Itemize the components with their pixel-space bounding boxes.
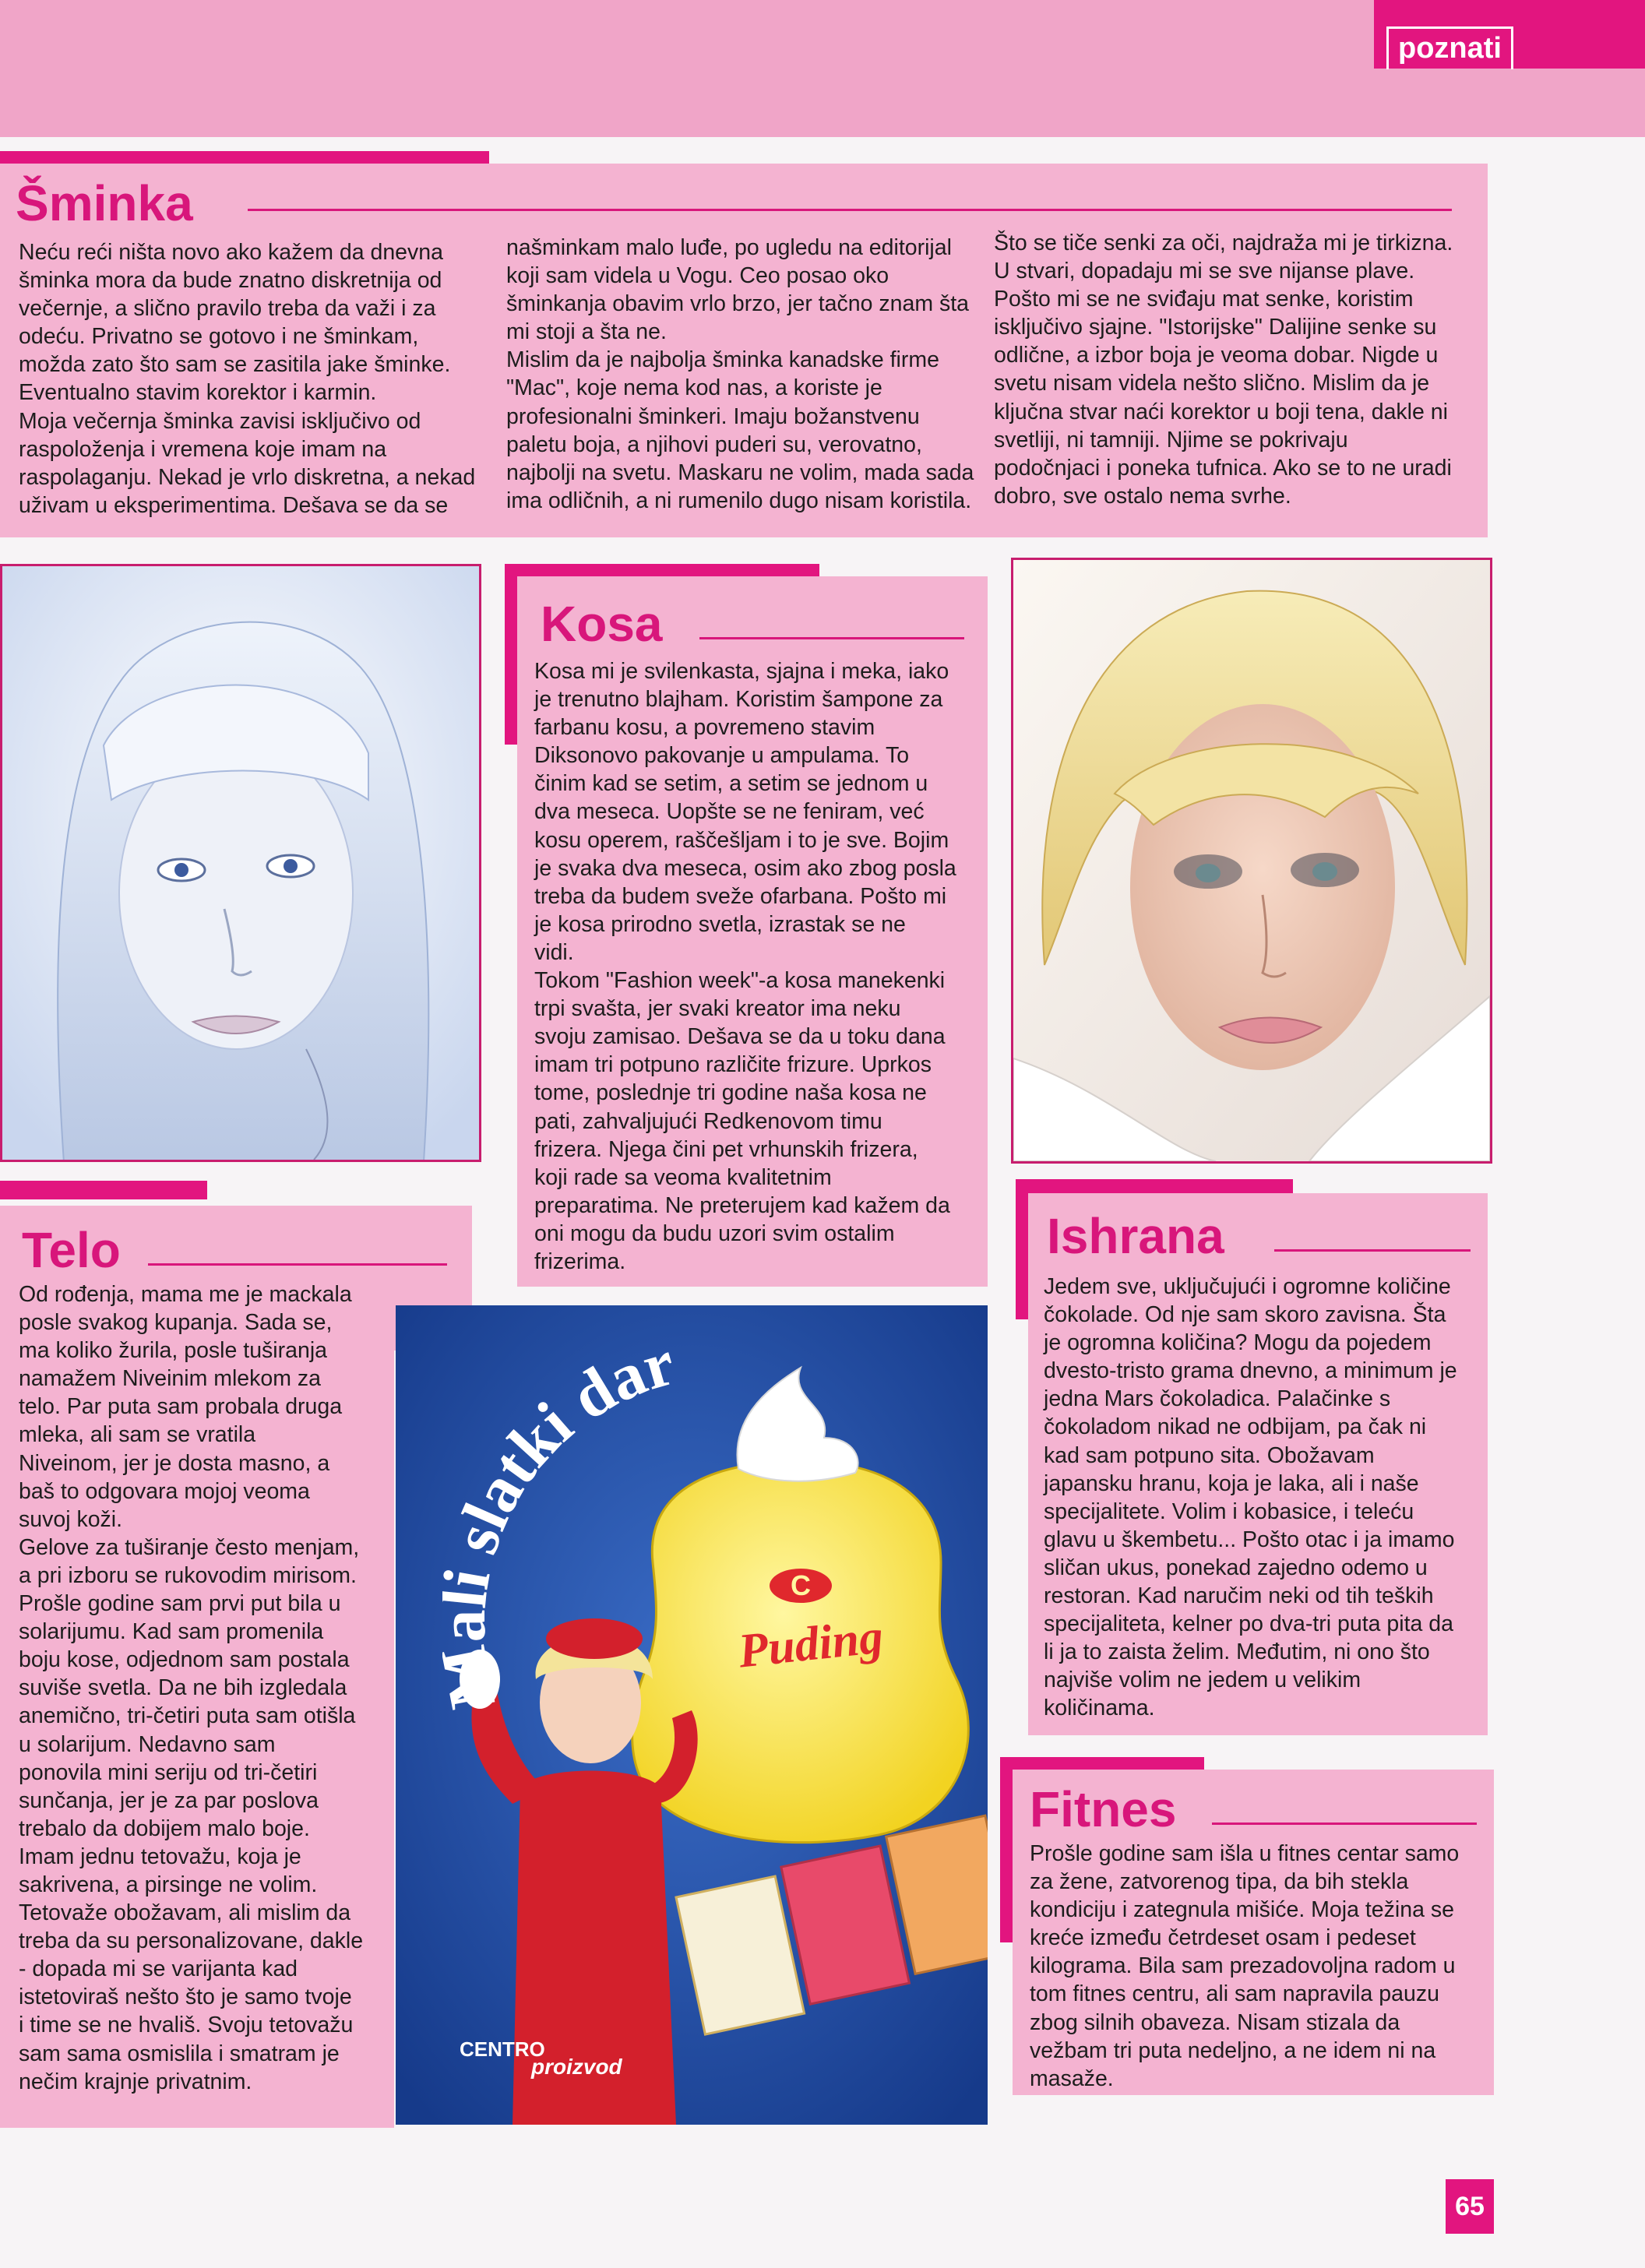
page-number: 65 [1455, 2192, 1485, 2221]
kosa-title-rule [699, 637, 964, 639]
sminka-title: Šminka [16, 175, 193, 231]
ishrana-title: Ishrana [1047, 1208, 1224, 1264]
telo-title-bar [0, 1181, 207, 1199]
telo-title-rule [148, 1263, 447, 1266]
ad-brand-proizvod: proizvod [531, 2055, 622, 2079]
sminka-section [0, 164, 1488, 537]
kosa-text: Kosa mi je svilenkasta, sjajna i meka, iako je trenutno blajham. Koristim šampone za farbanu kosu, a povremeno stavim Diksonovo pakovanje u ampulama. To činim kad se setim, a setim se jednom u dva meseca. Uopšte se ne feniram, već kosu operem, raščešljam i to je sve. Bojim je svaka dva meseca, osim ako zbog posla treba da budem sveže ofarbana. Pošto mi je kosa prirodno svetla, izrastak se ne vidi. Tokom "Fashion week"-a kosa manekenki trpi svašta, jer svaki kreator ima neku svoju zamisao. Dešava se da u toku dana imam tri potpuno različite frizure. Uprkos tome, poslednje tri godine naša kosa ne pati, zahvaljujući Redkenovom timu frizera. Njega čini pet vrhunskih frizera, koji rade sa veoma kvalitetnim preparatima. Ne preterujem kad kažem da oni mogu da budu uzori svim ostalim frizerima. [534, 659, 956, 1274]
fitnes-title: Fitnes [1030, 1781, 1177, 1837]
ad-product-name: Puding [735, 1610, 886, 1678]
ishrana-section [1028, 1193, 1488, 1735]
section-label: poznati [1386, 26, 1513, 69]
ishrana-title-rule [1274, 1249, 1471, 1252]
kosa-side-bar [505, 564, 517, 745]
telo-text: Od rođenja, mama me je mackala posle svakog kupanja. Sada se, ma koliko žurila, posle tuširanja namažem Niveinim mlekom za telo. Par puta sam probala druga mleka, ali sam se vratila Niveinom, jer je dosta masno, a baš to odgovara mojoj veoma suvoj koži. Gelove za tuširanje često menjam, a pri izboru se rukovodim mirisom. Prošle godine sam prvi put bila u solarijumu. Kad sam promenila boju kose, odjednom sam postala suviše svetla. Da ne bih izgledala anemično, tri-četiri puta sam otišla u solarijum. Nedavno sam ponovila mini seriju od tri-četiri sunčanja, jer je za par poslova trebalo da dobijem malo boje. Imam jednu tetovažu, koja je sakrivena, a pirsinge ne volim. Tetovaže obožavam, ali mislim da treba da su personalizovane, dakle - dopada mi se varijanta kad istetoviraš nešto što je samo tvoje i time se ne hvališ. Svoju tetovažu sam sama osmislila i smatram je nečim krajnje privatnim. [19, 1282, 364, 2094]
portrait-right-illustration [1013, 560, 1490, 1161]
fitnes-side-bar [1000, 1757, 1013, 1942]
ad-headline-svg [442, 1336, 941, 1742]
portrait-left-illustration [2, 566, 479, 1160]
kosa-title: Kosa [541, 596, 663, 652]
ad-headline: slatki dar [442, 1336, 683, 1562]
sminka-column-2: našminkam malo luđe, po ugledu na editorijal koji sam videla u Vogu. Ceo posao oko šminkanja obavim vrlo brzo, jer tačno znam šta mi stoji a šta ne. Mislim da je najbolja šminka kanadske firme "Mac", koje nema kod nas, a koriste je profesionalni šminkeri. Imaju božanstvenu paletu boja, a njihovi puderi su, verovatno, najbolji na svetu. Maskaru ne volim, mada sada ima odličnih, a ni rumenilo dugo nisam koristila. [506, 235, 974, 513]
sminka-column-1: Neću reći ništa novo ako kažem da dnevna šminka mora da bude znatno diskretnija od večernje, a slično pravilo treba da važi i za odeću. Privatno se gotovo i ne šminkam, možda zato što sam se zasitila jake šminke. Eventualno stavim korektor i karmin. Moja večernja šminka zavisi isključivo od raspoloženja i vremena koje imam na raspolaganju. Nekad je vrlo diskretna, a nekad uživam u eksperimentima. Dešava se da se [19, 240, 476, 518]
fitnes-section [1013, 1770, 1494, 2095]
ishrana-side-bar [1016, 1179, 1028, 1319]
sminka-column-3: Što se tiče senki za oči, najdraža mi je tirkizna. U stvari, dopadaju mi se sve nijanse plave. Pošto mi se ne sviđaju mat senke, koristim isključivo sjajne. "Istorijske" Dalijine senke su odlične, a izbor boja je veoma dobar. Nigde u svetu nisam videla nešto slično. Mislim da je ključna stvar naći korektor u boji tena, dakle ni svetliji, ni tamniji. Njime se pokrivaju podočnjaci i poneka tufnica. Ako se to ne uradi dobro, sve ostalo nema svrhe. [994, 231, 1453, 509]
ishrana-text: Jedem sve, uključujući i ogromne količine čokolade. Od nje sam skoro zavisna. Šta je ogromna količina? Mogu da pojedem dvesto-tristo grama dnevno, a minimum je jedna Mars čokoladica. Palačinke s čokoladom nikad ne odbijam, pa čak ni kad sam potpuno sita. Obožavam japansku hranu, koja je laka, ali i naše specijalitete. Volim i kobasice, i teleću glavu u škembetu... Pošto otac i ja imamo sličan ukus, ponekad zajedno odemo u restoran. Kad naručim neki od tih teških specijaliteta, kelner po dva-tri puta pita da li ja to zaista želim. Međutim, ni ono što najviše volim ne jedem u velikim količinama. [1044, 1274, 1457, 1721]
sminka-title-rule [248, 209, 1452, 211]
section-tag [1374, 0, 1645, 69]
ad-brand-centro: CENTRO [460, 2037, 545, 2061]
telo-title: Telo [22, 1222, 121, 1278]
page-number-box [1446, 2179, 1494, 2234]
portrait-photo-left [0, 564, 481, 1162]
portrait-photo-right [1011, 558, 1492, 1164]
kosa-section [517, 576, 988, 1287]
fitnes-text: Prošle godine sam išla u fitnes centar samo za žene, zatvorenog tipa, da bih stekla kondiciju i zategnula mišiće. Moja težina se kreće između četrdeset osam i pedeset kilograma. Bila sam prezadovoljna radom u tom fitnes centru, ali sam napravila pauzu zbog silnih obaveza. Nisam stizala da vežbam tri puta nedeljno, a ne idem ni na masaže. [1030, 1841, 1460, 2091]
puding-ad[interactable] [396, 1305, 988, 2125]
puding-brand-logo: C [791, 1569, 811, 1601]
ad-headline-wrap [442, 1336, 910, 1742]
fitnes-title-rule [1212, 1822, 1477, 1825]
